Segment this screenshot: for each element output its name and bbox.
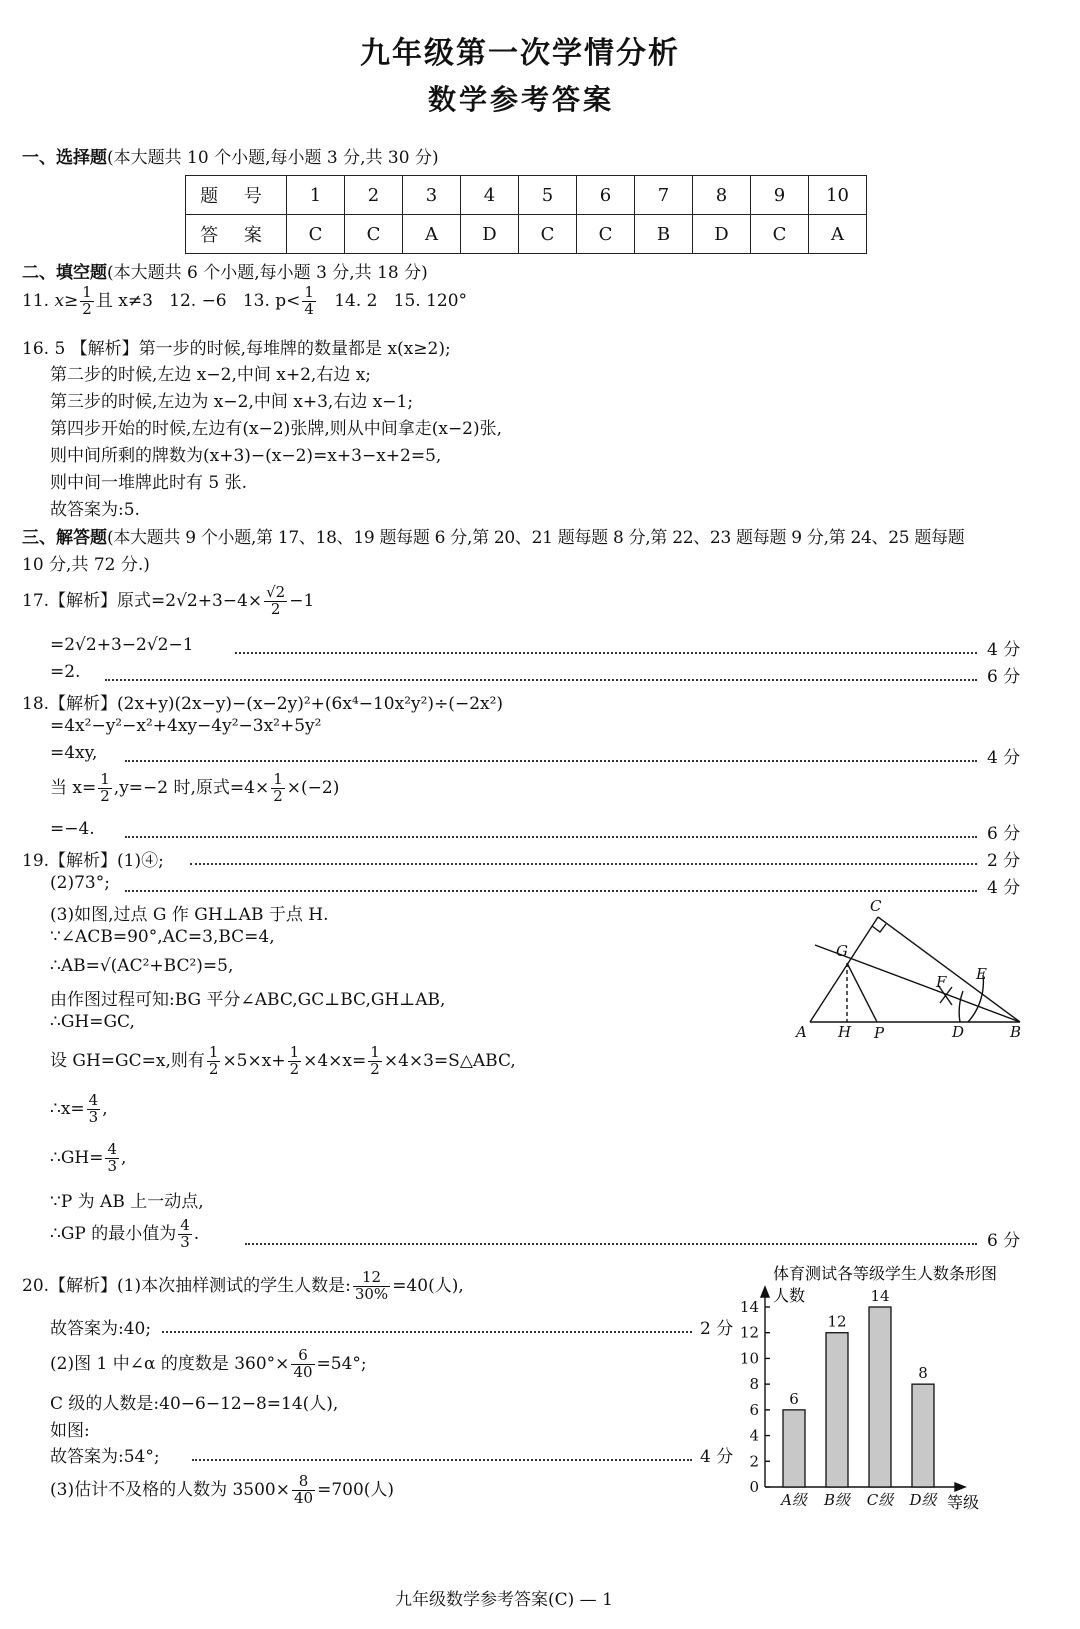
segment-cb [878, 917, 1020, 1022]
category-label: C级 [866, 1491, 894, 1509]
q16-line-2: 第二步的时候,左边 x−2,中间 x+2,右边 x; [50, 365, 372, 385]
answer-3: A [403, 215, 461, 254]
q20-l3-a: (2)图 1 中∠α 的度数是 360°× [50, 1353, 290, 1374]
q20-frac-2-den: 40 [293, 1362, 313, 1381]
q17-frac [264, 585, 287, 618]
q16-line-6: 则中间一堆牌此时有 5 张. [50, 473, 248, 493]
q16-line-4: 第四步开始的时候,左边有(x−2)张牌,则从中间拿走(x−2)张, [50, 419, 503, 439]
q16-line-3: 第三步的时候,左边为 x−2,中间 x+3,右边 x−1; [50, 392, 414, 412]
q20-frac-2-num: 6 [291, 1348, 314, 1365]
q20-frac-3-num: 8 [292, 1474, 315, 1491]
q19-line-3: (3)如图,过点 G 作 GH⊥AB 于点 H. [50, 905, 329, 925]
section1-heading: 一、选择题 [22, 148, 107, 168]
q18-line-1: 18.【解析】(2x+y)(2x−y)−(x−2y)²+(6x⁴−10x²y²)÷(−2x²) [22, 694, 504, 714]
q19-score-1: 2 分 [987, 851, 1021, 871]
q11-num: 11. [22, 290, 50, 311]
q17-line-1 [22, 585, 314, 618]
q16-line-7: 故答案为:5. [50, 500, 140, 520]
question-number-5: 5 [519, 176, 577, 215]
q11-frac-den: 2 [82, 299, 92, 318]
q19-frac-gp [178, 1218, 192, 1251]
answer-10: A [809, 215, 867, 254]
segment-gp [847, 963, 877, 1022]
arc-d [959, 991, 963, 1022]
label-f: F [936, 973, 947, 991]
bar-chart [735, 1255, 1035, 1525]
label-a: A [796, 1023, 807, 1041]
q19-frac-x-num: 4 [88, 1091, 99, 1109]
q19-line-6: 由作图过程可知:BG 平分∠ABC,GC⊥BC,GH⊥AB, [50, 990, 446, 1010]
q19-line-10 [50, 1142, 126, 1175]
q19-l8-a: 设 GH=GC=x,则有 [50, 1050, 205, 1071]
q20-l2-leader [162, 1331, 692, 1333]
y-tick-label: 8 [749, 1375, 759, 1394]
answer-table-row-answers [186, 215, 867, 254]
row-label-number: 题 号 [186, 176, 287, 215]
question-number-7: 7 [635, 176, 693, 215]
q20-l3-d: =54°; [316, 1353, 367, 1374]
q19-l12-d: . [193, 1223, 200, 1244]
q18-l3-leader [125, 760, 977, 762]
q18-line-3: =4xy, [50, 743, 98, 763]
q20-frac-3-den: 40 [294, 1488, 314, 1507]
q18-score-1: 4 分 [987, 748, 1021, 768]
answer-table-row-numbers [186, 176, 867, 215]
chart-title: 体育测试各等级学生人数条形图 [772, 1264, 998, 1283]
question-number-4: 4 [461, 176, 519, 215]
q18-frac-1 [98, 772, 112, 805]
q18-line-5: =−4. [50, 819, 95, 839]
bar-3 [869, 1307, 891, 1487]
q18-frac-1-den: 2 [100, 786, 110, 805]
bar-value-label: 8 [918, 1364, 928, 1383]
q20-frac-2 [291, 1348, 314, 1381]
q19-frac-gp-num: 4 [180, 1216, 190, 1234]
q19-frac-b [288, 1045, 302, 1078]
bar-2 [826, 1333, 848, 1487]
q19-l12-leader [245, 1243, 977, 1245]
q11-expr: x≥ [54, 290, 79, 311]
answer-1: C [287, 215, 345, 254]
q13-frac [302, 285, 316, 318]
q13-frac-den: 4 [304, 299, 314, 318]
q19-frac-c-num: 1 [370, 1043, 380, 1061]
q19-line-4: ∵∠ACB=90°,AC=3,BC=4, [50, 927, 275, 947]
q14-answer: 14. 2 [334, 290, 378, 311]
row-label-answer: 答 案 [186, 215, 287, 254]
label-p: P [874, 1024, 885, 1042]
y-axis-arrow [761, 1287, 769, 1297]
page-title: 九年级第一次学情分析 [360, 36, 680, 71]
q18-l4-a: 当 x= [50, 777, 97, 798]
q12-answer: 12. −6 [169, 290, 227, 311]
q20-line-6: 故答案为:54°; [50, 1447, 160, 1467]
bar-1 [783, 1410, 805, 1487]
q18-frac-2 [271, 772, 285, 805]
q20-line-5: 如图: [50, 1421, 90, 1441]
section1-title [22, 143, 439, 168]
question-number-6: 6 [577, 176, 635, 215]
question-number-2: 2 [345, 176, 403, 215]
y-tick-label: 10 [739, 1349, 759, 1368]
section3-note: (本大题共 9 个小题,第 17、18、19 题每题 6 分,第 20、21 题每题 8 分,第 22、23 题每题 9 分,第 24、25 题每题 [107, 528, 965, 548]
q19-frac-a-num: 1 [208, 1043, 219, 1061]
q19-line-12 [50, 1218, 199, 1251]
section1-note: (本大题共 10 个小题,每小题 3 分,共 30 分) [107, 148, 439, 168]
label-g: G [836, 942, 848, 960]
label-d: D [952, 1023, 965, 1041]
bar-value-label: 14 [870, 1287, 890, 1305]
triangle-figure [790, 895, 1040, 1045]
q17-frac-num: √2 [266, 583, 286, 601]
q17-score-2: 6 分 [987, 667, 1021, 687]
q19-l1-leader [190, 863, 977, 865]
category-label: A级 [781, 1491, 807, 1509]
q20-line-1 [22, 1270, 464, 1303]
section2-title [22, 258, 428, 283]
bar-4 [912, 1384, 934, 1487]
q19-line-7: ∴GH=GC, [50, 1012, 135, 1032]
q20-frac-1-num: 12 [353, 1270, 390, 1287]
q20-frac-3 [292, 1474, 315, 1507]
q19-l10-a: ∴GH= [50, 1147, 104, 1168]
q20-line-3 [50, 1348, 367, 1381]
y-tick-label: 0 [749, 1478, 759, 1496]
right-angle-mark [872, 924, 886, 932]
q19-l8-g: ×4×x= [303, 1050, 367, 1071]
question-number-10: 10 [809, 176, 867, 215]
q20-score-2: 4 分 [700, 1447, 734, 1467]
q18-line-2: =4x²−y²−x²+4xy−4y²−3x²+5y² [50, 716, 322, 736]
q17-l1-pre: 17.【解析】原式=2√2+3−4× [22, 590, 263, 611]
q18-l4-d: ,y=−2 时,原式=4× [113, 777, 270, 798]
q19-frac-c [368, 1045, 382, 1078]
label-e: E [976, 965, 987, 983]
chart-ylabel: 人数 [773, 1286, 806, 1305]
q11-frac [80, 285, 94, 318]
q19-score-3: 6 分 [987, 1231, 1021, 1251]
answer-2: C [345, 215, 403, 254]
q20-l7-d: =700(人) [317, 1479, 395, 1500]
label-b: B [1010, 1023, 1022, 1041]
page-subtitle: 数学参考答案 [428, 83, 615, 116]
q18-l4-g: ×(−2) [286, 777, 340, 798]
q19-l10-d: , [121, 1147, 127, 1168]
q19-l2-leader [125, 890, 977, 892]
q19-line-8 [50, 1045, 516, 1078]
q20-frac-1-den: 30% [354, 1284, 389, 1303]
q19-frac-gh [105, 1142, 119, 1175]
answer-9: C [751, 215, 809, 254]
q19-line-5: ∴AB=√(AC²+BC²)=5, [50, 956, 234, 976]
y-tick-label: 12 [739, 1323, 759, 1342]
answer-8: D [693, 215, 751, 254]
q20-l7-a: (3)估计不及格的人数为 3500× [50, 1479, 290, 1500]
q20-l1-d: =40(人), [392, 1275, 464, 1296]
q16-line-5: 则中间所剩的牌数为(x+3)−(x−2)=x+3−x+2=5, [50, 446, 442, 466]
q20-frac-1 [353, 1270, 390, 1303]
q19-frac-a-den: 2 [208, 1059, 219, 1078]
q19-line-2: (2)73°; [50, 873, 110, 893]
section3-title [22, 523, 964, 548]
section3-note-2: 10 分,共 72 分.) [22, 555, 150, 575]
q17-frac-den: 2 [270, 599, 281, 618]
q19-l9-d: , [102, 1098, 108, 1119]
q20-l6-leader [192, 1459, 692, 1461]
q13-frac-num: 1 [304, 283, 314, 301]
q19-line-9 [50, 1093, 108, 1126]
q20-line-2: 故答案为:40; [50, 1319, 152, 1339]
q19-frac-x [87, 1093, 101, 1126]
q18-l5-leader [125, 836, 977, 838]
label-h: H [838, 1023, 852, 1041]
q20-l1-a: 20.【解析】(1)本次抽样测试的学生人数是: [22, 1275, 351, 1296]
label-c: C [870, 897, 882, 915]
q19-l9-a: ∴x= [50, 1098, 85, 1119]
question-number-9: 9 [751, 176, 809, 215]
q19-frac-gh-num: 4 [107, 1140, 118, 1158]
q19-frac-x-den: 3 [88, 1107, 99, 1126]
q18-frac-2-den: 2 [273, 786, 283, 805]
fill-answers-line [22, 285, 467, 318]
answer-5: C [519, 215, 577, 254]
q18-line-4 [50, 772, 339, 805]
q17-line-3: =2. [50, 662, 81, 682]
y-tick-label: 14 [739, 1298, 759, 1316]
q19-frac-gp-den: 3 [180, 1232, 190, 1251]
answer-6: C [577, 215, 635, 254]
q19-frac-gh-den: 3 [107, 1156, 118, 1175]
question-number-8: 8 [693, 176, 751, 215]
q17-l2-leader [235, 652, 977, 654]
q17-line-2: =2√2+3−2√2−1 [50, 635, 194, 655]
section3-heading: 三、解答题 [22, 528, 107, 548]
page-footer: 九年级数学参考答案(C) — 1 [395, 1590, 613, 1610]
question-number-3: 3 [403, 176, 461, 215]
q19-frac-c-den: 2 [370, 1059, 380, 1078]
q17-l3-leader [105, 679, 977, 681]
q11-cond: 且 x≠3 [95, 290, 153, 311]
question-number-1: 1 [287, 176, 345, 215]
q19-l12-a: ∴GP 的最小值为 [50, 1223, 177, 1244]
q13-expr: 13. p< [242, 290, 301, 311]
bar-value-label: 6 [789, 1389, 799, 1408]
q19-line-11: ∵P 为 AB 上一动点, [50, 1192, 204, 1212]
q16-line-1: 16. 5 【解析】第一步的时候,每堆牌的数量都是 x(x≥2); [22, 339, 451, 359]
y-tick-label: 6 [749, 1400, 759, 1419]
q19-frac-a [207, 1045, 221, 1078]
bar-value-label: 12 [827, 1312, 847, 1331]
section2-heading: 二、填空题 [22, 263, 107, 283]
q18-score-2: 6 分 [987, 824, 1021, 844]
q19-score-2: 4 分 [987, 878, 1021, 898]
q15-answer: 15. 120° [393, 290, 468, 311]
q11-frac-num: 1 [82, 283, 92, 301]
q18-frac-1-num: 1 [100, 770, 110, 788]
q19-l8-d: ×5×x+ [222, 1050, 286, 1071]
answer-7: B [635, 215, 693, 254]
y-tick-label: 4 [749, 1426, 759, 1445]
answer-4: D [461, 215, 519, 254]
section2-note: (本大题共 6 个小题,每小题 3 分,共 18 分) [107, 263, 428, 283]
q20-line-4: C 级的人数是:40−6−12−8=14(人), [50, 1394, 339, 1414]
q19-frac-b-den: 2 [289, 1059, 300, 1078]
q19-frac-b-num: 1 [289, 1043, 300, 1061]
x-axis-arrow [955, 1483, 965, 1491]
answer-table [185, 175, 867, 254]
q19-line-1: 19.【解析】(1)④; [22, 851, 164, 871]
chart-xlabel: 等级 [947, 1493, 980, 1512]
q17-l1-post: −1 [289, 590, 315, 611]
q19-l8-j: ×4×3=S△ABC, [383, 1050, 516, 1071]
y-tick-label: 2 [749, 1452, 759, 1471]
q20-score-1: 2 分 [700, 1319, 734, 1339]
category-label: B级 [823, 1491, 851, 1509]
q20-line-7 [50, 1474, 394, 1507]
category-label: D级 [909, 1491, 937, 1509]
q17-score-1: 4 分 [987, 640, 1021, 660]
q18-frac-2-num: 1 [273, 770, 283, 788]
segment-ac [810, 917, 878, 1022]
